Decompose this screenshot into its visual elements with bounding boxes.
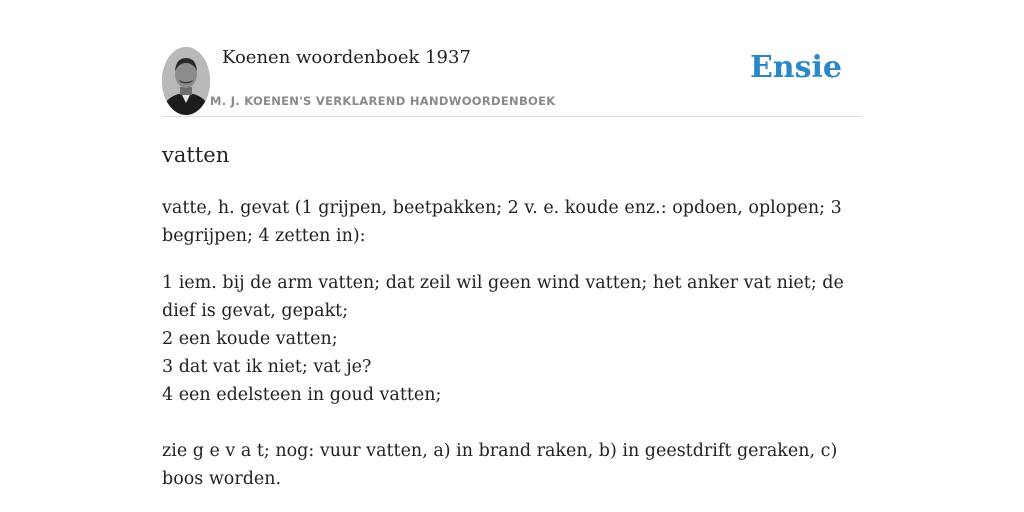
entry-headword: vatten — [162, 143, 230, 167]
example-line: 3 dat vat ik niet; vat je? — [162, 357, 372, 377]
spacer — [162, 409, 872, 437]
portrait-icon — [162, 47, 210, 115]
site-subtitle: M. J. KOENEN'S VERKLAREND HANDWOORDENBOEK — [210, 94, 556, 108]
example-line: 4 een edelsteen in goud vatten; — [162, 385, 442, 405]
site-title[interactable]: Koenen woordenboek 1937 — [222, 47, 471, 68]
example-line: 1 iem. bij de arm vatten; dat zeil wil geen wind vatten; het anker vat niet; de dief is gevat, gepakt; — [162, 273, 844, 321]
brand-logo-link[interactable]: Ensie — [749, 50, 842, 85]
entry-definition: vatte, h. gevat (1 grijpen, beetpakken; 2 v. e. koude enz.: opdoen, oplopen; 3 begrijpen; 4 zetten in): — [162, 198, 842, 246]
example-line: 2 een koude vatten; — [162, 329, 338, 349]
entry-see-also: zie g e v a t; nog: vuur vatten, a) in brand raken, b) in geestdrift geraken, c) boos worden. — [162, 441, 838, 489]
site-header — [162, 44, 862, 117]
dictionary-entry — [162, 136, 872, 512]
entry-examples — [162, 269, 872, 493]
